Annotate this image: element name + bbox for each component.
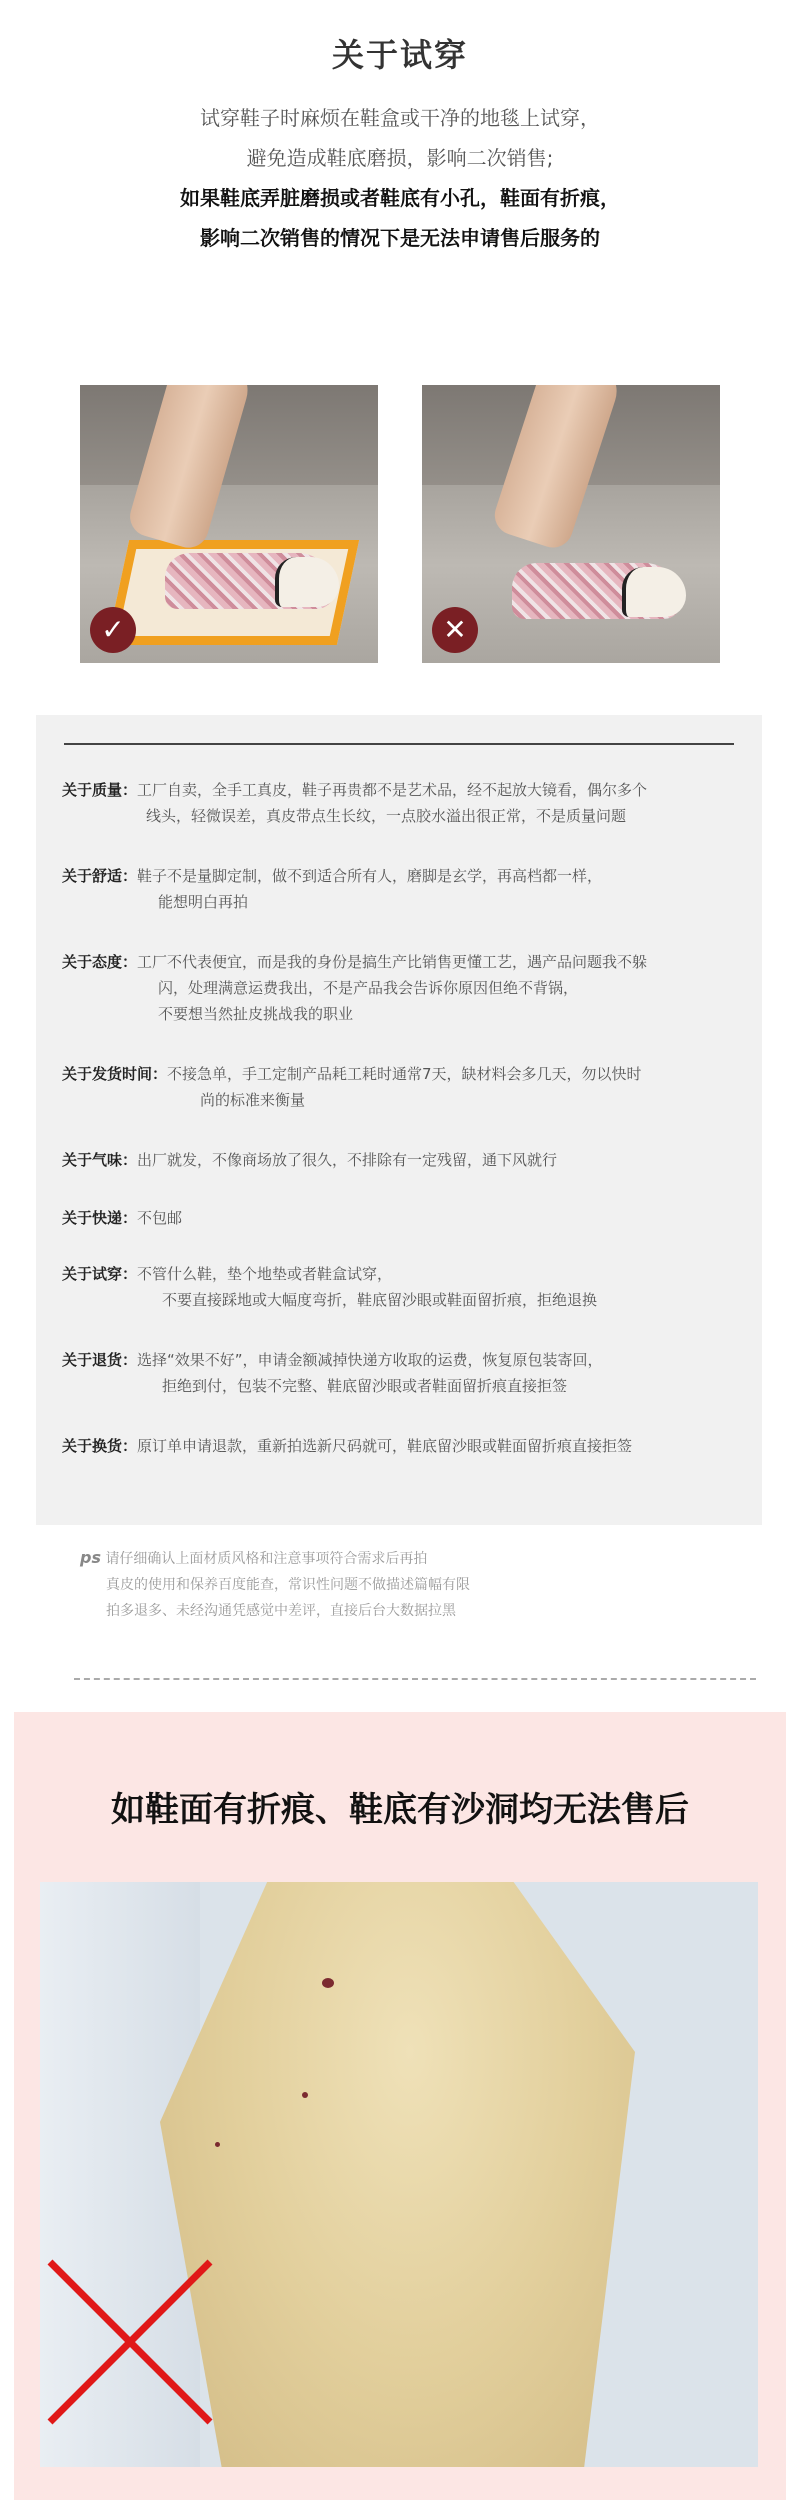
wrong-tryon-photo xyxy=(422,385,720,663)
policy-label: 关于态度： xyxy=(62,953,138,971)
policy-label: 关于换货： xyxy=(62,1437,138,1455)
policy-card xyxy=(36,715,762,1525)
sand-hole-mark xyxy=(215,2142,220,2147)
cross-icon: ✕ xyxy=(432,607,478,653)
policy-label: 关于发货时间： xyxy=(62,1065,168,1083)
ps-line-3: 拍多退多、未经沟通凭感觉中差评，直接后台大数据拉黑 xyxy=(106,1603,456,1619)
tryon-line-4: 影响二次销售的情况下是无法申请售后服务的 xyxy=(200,226,600,250)
shoe-image xyxy=(165,553,335,609)
policy-label: 关于退货： xyxy=(62,1351,138,1369)
policy-text: 原订单申请退款，重新拍选新尺码就可，鞋底留沙眼或鞋面留折痕直接拒签 xyxy=(137,1437,633,1455)
policy-item-quality xyxy=(62,777,752,829)
dashed-divider xyxy=(74,1678,756,1680)
tryon-title: 关于试穿 xyxy=(331,36,468,74)
tryon-line-1: 试穿鞋子时麻烦在鞋盒或干净的地毯上试穿， xyxy=(200,106,600,130)
policy-item-return xyxy=(62,1347,752,1399)
ps-line-2: 真皮的使用和保养百度能查，常识性问题不做描述篇幅有限 xyxy=(106,1577,470,1593)
correct-tryon-photo xyxy=(80,385,378,663)
ps-line-1: 请仔细确认上面材质风格和注意事项符合需求后再拍 xyxy=(105,1551,428,1567)
tryon-line-3: 如果鞋底弄脏磨损或者鞋底有小孔，鞋面有折痕， xyxy=(180,186,620,210)
policy-item-shipping-time xyxy=(62,1061,752,1113)
policy-text: 鞋子不是量脚定制，做不到适合所有人，磨脚是玄学，再高档都一样， xyxy=(137,867,603,885)
ps-label: ps xyxy=(80,1548,101,1567)
policy-label: 关于试穿： xyxy=(62,1265,138,1283)
policy-label: 关于气味： xyxy=(62,1151,138,1169)
policy-text-cont: 线头，轻微误差，真皮带点生长纹，一点胶水溢出很正常，不是质量问题 xyxy=(146,807,627,825)
policy-text: 工厂不代表便宜，而是我的身份是搞生产比销售更懂工艺，遇产品问题我不躲 xyxy=(137,953,648,971)
insole-photo xyxy=(40,1882,758,2467)
policy-text-cont: 不要直接踩地或大幅度弯折，鞋底留沙眼或鞋面留折痕，拒绝退换 xyxy=(162,1291,598,1309)
policy-text-cont: 闪，处理满意运费我出，不是产品我会告诉你原因但绝不背锅， xyxy=(158,979,579,997)
policy-label: 关于质量： xyxy=(62,781,138,799)
policy-text: 不接急单，手工定制产品耗工耗时通常7天，缺材料会多几天，勿以快时 xyxy=(167,1065,642,1083)
policy-text: 选择“效果不好”，申请金额减掉快递方收取的运费，恢复原包装寄回， xyxy=(137,1351,603,1369)
policy-item-attitude xyxy=(62,949,752,1027)
policy-item-exchange xyxy=(62,1433,752,1459)
check-icon: ✓ xyxy=(90,607,136,653)
red-x-icon xyxy=(40,2252,220,2432)
policy-text: 不管什么鞋，垫个地垫或者鞋盒试穿， xyxy=(137,1265,393,1283)
policy-text-cont: 能想明白再拍 xyxy=(158,893,249,911)
policy-text-cont: 不要想当然扯皮挑战我的职业 xyxy=(158,1005,354,1023)
policy-text-cont: 拒绝到付，包装不完整、鞋底留沙眼或者鞋面留折痕直接拒签 xyxy=(162,1377,568,1395)
policy-label: 关于快递： xyxy=(62,1209,138,1227)
shoe-image xyxy=(512,563,682,619)
policy-label: 关于舒适： xyxy=(62,867,138,885)
sand-hole-mark xyxy=(322,1978,334,1988)
tryon-section xyxy=(0,0,800,360)
sand-hole-mark xyxy=(302,2092,308,2098)
warning-title: 如鞋面有折痕、鞋底有沙洞均无法售后 xyxy=(111,1790,689,1830)
divider xyxy=(64,743,734,745)
policy-item-express xyxy=(62,1205,752,1231)
policy-item-smell xyxy=(62,1147,752,1173)
ps-note xyxy=(80,1545,740,1624)
policy-text: 工厂自卖，全手工真皮，鞋子再贵都不是艺术品，经不起放大镜看，偶尔多个 xyxy=(137,781,648,799)
policy-text: 不包邮 xyxy=(137,1209,183,1227)
warning-section xyxy=(14,1712,786,2500)
policy-item-comfort xyxy=(62,863,752,915)
policy-text: 出厂就发，不像商场放了很久，不排除有一定残留，通下风就行 xyxy=(137,1151,558,1169)
policy-item-tryon xyxy=(62,1261,752,1313)
tryon-line-2: 避免造成鞋底磨损，影响二次销售; xyxy=(246,146,554,170)
policy-text-cont: 尚的标准来衡量 xyxy=(200,1091,306,1109)
